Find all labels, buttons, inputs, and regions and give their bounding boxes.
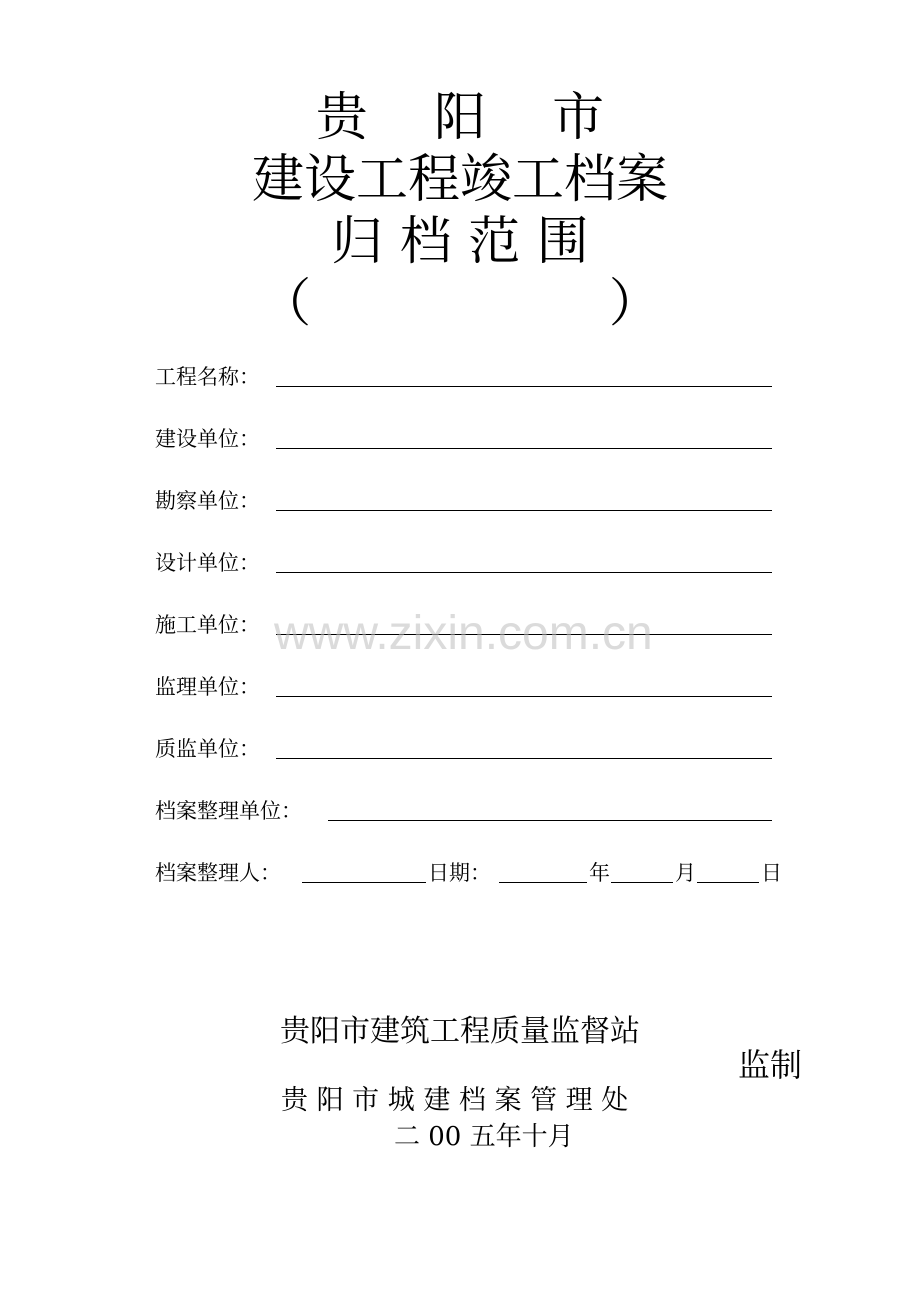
footer-date: 二 00 五年十月 [394, 1122, 574, 1152]
field-label-supervision-unit: 监理单位： [155, 675, 260, 699]
day-line[interactable] [697, 882, 759, 883]
footer-org-quality-station: 贵阳市建筑工程质量监督站 [280, 1014, 640, 1049]
field-label-contractor-unit: 施工单位： [155, 613, 260, 637]
field-line-quality-unit[interactable] [276, 758, 772, 759]
archivist-label: 档案整理人： [155, 861, 281, 885]
title-city: 贵 阳 市 [315, 88, 605, 148]
watermark: www.zixin.com.cn [274, 607, 653, 660]
field-label-design-unit: 设计单位： [155, 551, 260, 575]
field-label-survey-unit: 勘察单位： [155, 489, 260, 513]
field-line-supervision-unit[interactable] [276, 696, 772, 697]
footer-org-archive-office: 贵 阳 市 城 建 档 案 管 理 处 [281, 1085, 629, 1116]
field-line-survey-unit[interactable] [276, 510, 772, 511]
field-label-quality-unit: 质监单位： [155, 737, 260, 761]
title-main: 建设工程竣工档案 [251, 150, 668, 210]
field-line-design-unit[interactable] [276, 572, 772, 573]
field-line-archive-unit[interactable] [328, 820, 772, 821]
title-parentheses: （ ） [259, 274, 661, 334]
month-line[interactable] [611, 882, 673, 883]
field-line-construction-unit[interactable] [276, 448, 772, 449]
field-line-contractor-unit[interactable] [276, 634, 772, 635]
date-label: 日期： [428, 861, 491, 885]
field-label-construction-unit: 建设单位： [155, 427, 260, 451]
title-scope: 归 档 范 围 [331, 212, 589, 272]
year-label: 年 [589, 861, 610, 885]
year-line[interactable] [499, 882, 587, 883]
footer-stamp-supervised: 监制 [738, 1046, 803, 1084]
day-label: 日 [761, 861, 782, 885]
field-label-project-name: 工程名称： [155, 365, 260, 389]
field-line-project-name[interactable] [276, 386, 772, 387]
month-label: 月 [675, 861, 696, 885]
field-label-archive-unit: 档案整理单位： [155, 799, 302, 823]
archivist-line[interactable] [302, 882, 426, 883]
